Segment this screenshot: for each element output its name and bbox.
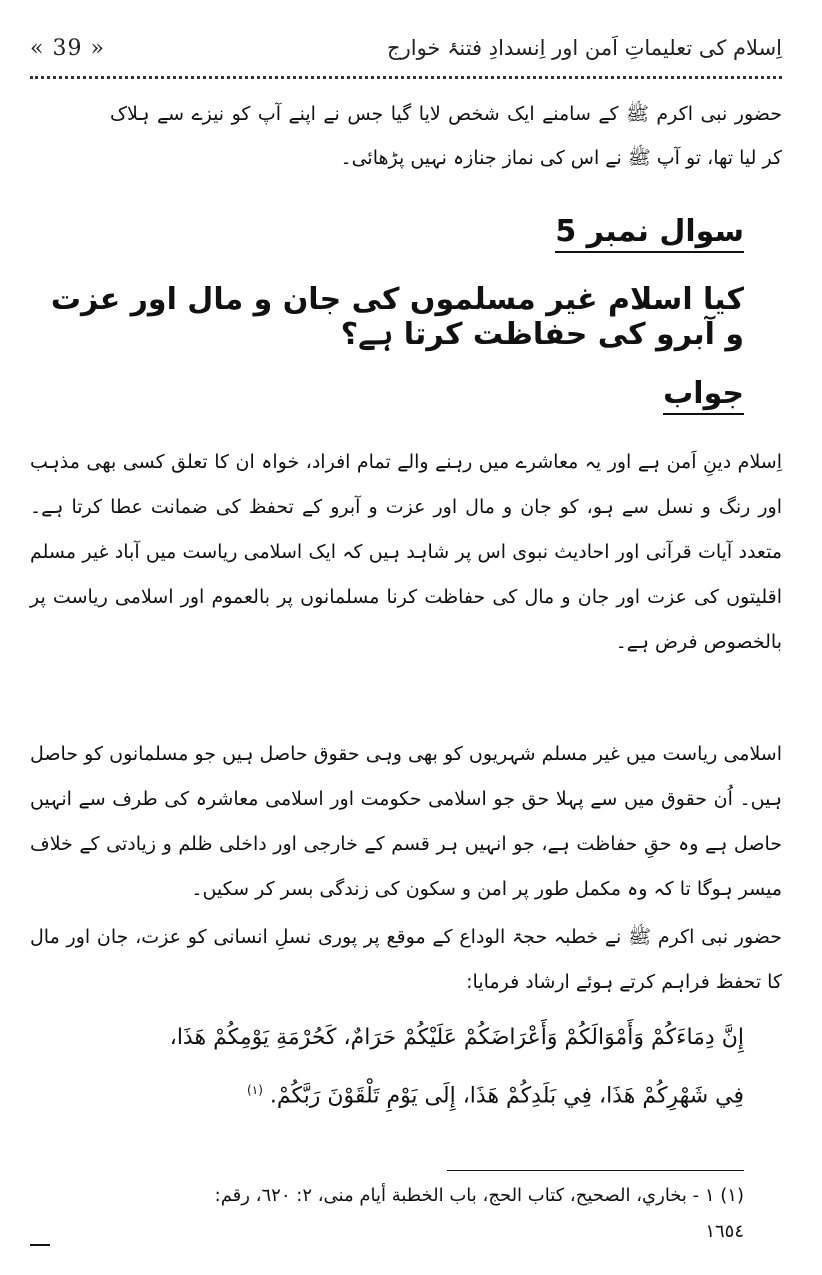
ornament-left-icon: « [30,35,45,61]
footnote-line-1: (١) ١ - بخاري، الصحيح، كتاب الحج، باب الخطبة أيام منى، ٢: ٦٢٠، رقم: [214,1185,744,1206]
footnote-divider [447,1170,744,1171]
page-number-value: 39 [52,35,83,61]
page-number [30,36,105,61]
continuation-mark [30,1244,50,1246]
question-title: کیا اسلام غیر مسلموں کی جان و مال اور عزت و آبرو کی حفاظت کرتا ہے؟ [50,282,744,352]
arabic-hadith-line-2: فِي شَهْرِكُمْ هَذَا، فِي بَلَدِكُمْ هَذَا، إِلَى يَوْمِ تَلْقَوْنَ رَبَّكُمْ. [269,1083,744,1109]
paragraph-3: حضور نبی اکرم ﷺ نے خطبہ حجۃ الوداع کے موقع پر پوری نسلِ انسانی کو عزت، جان اور مال کا تحفظ فراہم کرتے ہوئے ارشاد فرمایا: [30,926,782,993]
arabic-hadith-line-1: إِنَّ دِمَاءَكُمْ وَأَمْوَالَكُمْ وَأَعْرَاضَكُمْ عَلَيْكُمْ حَرَامٌ، كَحُرْمَةِ يَوْمِكُمْ هَذَا، [169,1025,744,1050]
footnote-marker[interactable]: (١) [247,1083,263,1097]
header-divider [30,76,782,79]
paragraph-1: اِسلام دینِ اَمن ہے اور یہ معاشرے میں رہنے والے تمام افراد، خواہ ان کا تعلق کسی بھی مذہب اور رنگ و نسل سے ہو، کو جان و مال اور عزت و آبرو کے تحفظ کی ضمانت عطا کرتا ہے۔ متعدد آیات قرآنی اور احادیث نبوی اس پر شاہد ہیں کہ ایک اسلامی ریاست میں آباد غیر مسلم اقلیتوں کی عزت اور جان و مال کی حفاظت کرنا مسلمانوں پر بالعموم اور اسلامی ریاست پر بالخصوص فرض ہے۔ [30,451,782,653]
intro-hadith: حضور نبی اکرم ﷺ کے سامنے ایک شخص لایا گیا جس نے اپنے آپ کو نیزے سے ہلاک کر لیا تھا، تو آپ ﷺ نے اس کی نماز جنازہ نہیں پڑھائی۔ [110,103,782,169]
question-heading: سوال نمبر 5 [555,214,744,253]
footnote-line-2: ١٦٥٤ [705,1221,744,1242]
answer-heading: جواب [663,376,744,415]
arabic-hadith-line-2-wrap [60,1064,744,1122]
ornament-right-icon: » [90,35,105,61]
page-header [30,28,782,68]
paragraph-2: اسلامی ریاست میں غیر مسلم شہریوں کو بھی وہی حقوق حاصل ہیں جو مسلمانوں کو حاصل ہیں۔ اُن حقوق میں سے پہلا حق جو اسلامی حکومت اور اسلامی معاشرہ کی طرف سے انہیں حاصل ہے وہ حقِ حفاظت ہے، جو انہیں ہر قسم کے خارجی اور داخلی ظلم و زیادتی کے خلاف میسر ہوگا تا کہ وہ مکمل طور پر امن و سکون کی زندگی بسر کر سکیں۔ [30,743,782,900]
running-title: اِسلام کی تعلیماتِ اَمن اور اِنسدادِ فتنۂ خوارج [387,36,782,60]
footnote [40,1178,744,1250]
arabic-hadith [60,1012,744,1122]
